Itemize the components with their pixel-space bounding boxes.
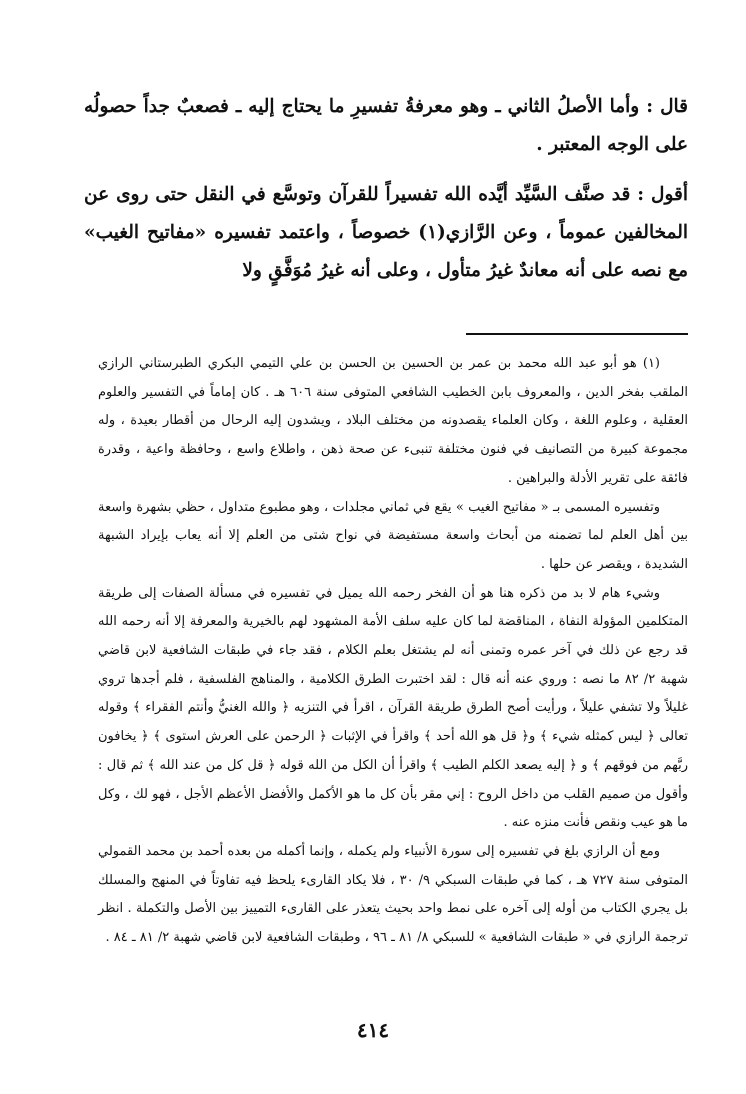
footnote-paragraph-3: وشيء هام لا بد من ذكره هنا هو أن الفخر رحمه الله يميل في تفسيره في مسألة الصفات إلى طريقة المتكلمين المؤولة النفاة ، المناقضة لما كان عليه سلف الأمة المشهود لهم بالخيرية والمعرفة إلا أنه رحمه الله قد رجع عن ذلك في آخر عمره وتمنى أنه لم يشتغل بعلم الكلام ، فقد جاء في طبقات الشافعية لابن قاضي شهبة ٢/ ٨٢ ما نصه : وروي عنه أنه قال : لقد اختبرت الطرق الكلامية ، والمناهج الفلسفية ، فلم أجدها تروي غليلاً ولا تشفي عليلاً ، ورأيت أصح الطرق طريقة القرآن ، اقرأ في التنزيه ﴿ والله الغنيُّ وأنتم الفقراء ﴾ وقوله تعالى ﴿ ليس كمثله شيء ﴾ و﴿ قل هو الله أحد ﴾ واقرأ في الإثبات ﴿ الرحمن على العرش استوى ﴾ ﴿ يخافون ربَّهم من فوقهم ﴾ و ﴿ إليه يصعد الكلم الطيب ﴾ واقرأ أن الكل من الله قوله ﴿ قل كل من عند الله ﴾ ثم قال : وأقول من صميم القلب من داخل الروح : إني مقر بأن كل ما هو الأكمل والأفضل الأعظم الأجل ، فهو لك ، وكل ما هو عيب ونقص فأنت منزه عنه . bbox=[98, 585, 688, 831]
footnotes bbox=[98, 350, 688, 953]
main-paragraph-2: أقول : قد صنَّف السَّيِّد أيَّده الله تفسيراً للقرآن وتوسَّع في النقل حتى روى عن المخالفين عموماً ، وعن الرَّازي(١) خصوصاً ، واعتمد تفسيره «مفاتيح الغيب» مع نصه على أنه معاندٌ غيرُ متأول ، وعلى أنه غيرُ مُوَفَّقٍ ولا bbox=[84, 184, 688, 281]
main-text bbox=[84, 88, 688, 290]
footnote-separator bbox=[466, 333, 688, 335]
footnote-paragraph-4: ومع أن الرازي بلغ في تفسيره إلى سورة الأنبياء ولم يكمله ، وإنما أكمله من بعده أحمد بن محمد القمولي المتوفى سنة ٧٢٧ هـ ، كما في طبقات السبكي ٩/ ٣٠ ، فلا يكاد القارىء يلحظ فيه تفاوتاً في المنهج والمسلك بل يجري الكتاب من أوله إلى آخره على نمط واحد بحيث يتعذر على القارىء التمييز بين الأصل والتكملة . انظر ترجمة الرازي في « طبقات الشافعية » للسبكي ٨/ ٨١ ـ ٩٦ ، وطبقات الشافعية لابن قاضي شهبة ٢/ ٨١ ـ ٨٤ . bbox=[98, 843, 689, 946]
main-paragraph-1: قال : وأما الأصلُ الثاني ـ وهو معرفةُ تفسيرِ ما يحتاج إليه ـ فصعبٌ جداً حصولُه على الوجه المعتبر . bbox=[84, 96, 688, 155]
footnote-paragraph-2: وتفسيره المسمى بـ « مفاتيح الغيب » يقع في ثماني مجلدات ، وهو مطبوع متداول ، حظي بشهرة واسعة بين أهل العلم لما تضمنه من أبحاث واسعة مستفيضة في نواح شتى من العلم إلا أنه يعاب بإيراد الشبهة الشديدة ، ويقصر عن حلها . bbox=[98, 499, 688, 572]
footnote-paragraph-1: (١) هو أبو عبد الله محمد بن عمر بن الحسين بن الحسن بن علي التيمي البكري الطبرستاني الرازي الملقب بفخر الدين ، والمعروف بابن الخطيب الشافعي المتوفى سنة ٦٠٦ هـ . كان إماماً في التفسير والعلوم العقلية ، وعلوم اللغة ، وكان العلماء يقصدونه من مختلف البلاد ، ويشدون إليه الرحال من أقطار بعيدة ، وله مجموعة كبيرة من التصانيف في فنون مختلفة تنبىء عن صحة ذهن ، واطلاع واسع ، وحافظة واعية ، وقدرة فائقة على تقرير الأدلة والبراهين . bbox=[98, 356, 688, 486]
page-number: ٤١٤ bbox=[356, 1018, 390, 1042]
